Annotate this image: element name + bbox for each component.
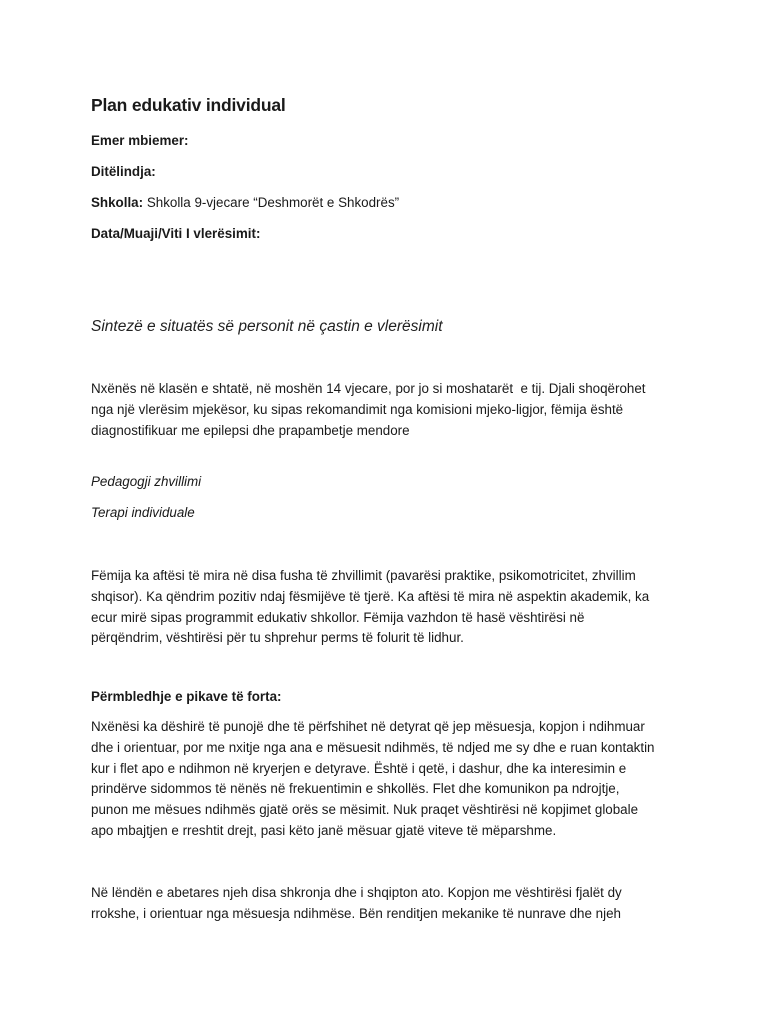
strengths-line: prindërve sidommos të nënës në frekuentimin e shkollës. Flet dhe komunikon pa ndrojtje, bbox=[91, 781, 620, 797]
italic-item-individual-therapy: Terapi individuale bbox=[91, 505, 195, 520]
strengths-line: dhe i orientuar, por me nxitje nga ana e mësuesit ndihmës, të ndjed me sy dhe e ruan kontaktin bbox=[91, 739, 655, 755]
strengths-paragraph bbox=[91, 717, 681, 842]
field-birthdate bbox=[91, 164, 156, 179]
field-school-label: Shkolla: bbox=[91, 195, 144, 210]
abilities-paragraph bbox=[91, 566, 681, 649]
italic-item-development-pedagogy: Pedagogji zhvillimi bbox=[91, 474, 202, 489]
intro-line: diagnostifikuar me epilepsi dhe prapambetje mendore bbox=[91, 422, 410, 438]
strengths-line: kur i flet apo e ndihmon në kryerjen e detyrave. Është i qetë, i dashur, dhe ka interesimin e bbox=[91, 760, 627, 776]
field-birthdate-label: Ditëlindja: bbox=[91, 164, 156, 179]
abilities-line: përqëndrim, vështirësi për tu shprehur perms të folurit të lidhur. bbox=[91, 630, 464, 646]
strengths-line: apo mbajtjen e rreshtit drejt, pasi këto janë mësuar gjatë viteve të mëparshme. bbox=[91, 822, 557, 838]
abetare-line: Në lëndën e abetares njeh disa shkronja dhe i shqipton ato. Kopjon me vështirësi fjalët dy bbox=[91, 885, 622, 900]
field-name bbox=[91, 133, 189, 148]
abilities-line: shqisor). Ka qëndrim pozitiv ndaj fësmijëve të tjerë. Ka aftësi të mira në aspektin akademik, ka bbox=[91, 588, 650, 604]
abilities-line: Fëmija ka aftësi të mira në disa fusha të zhvillimit (pavarësi praktike, psikomotricitet, zhvillim bbox=[91, 568, 636, 583]
strengths-line: Nxënësi ka dëshirë të punojë dhe të përfshihet në detyrat që jep mësuesja, kopjon i ndihmuar bbox=[91, 719, 645, 734]
intro-line: Nxënës në klasën e shtatë, në moshën 14 vjecare, por jo si moshatarët e tij. Djali shoqërohet bbox=[91, 381, 646, 396]
field-school bbox=[91, 195, 399, 210]
intro-paragraph bbox=[91, 379, 681, 441]
abilities-line: ecur mirë sipas programmit edukativ shkollor. Fëmija vazhdon të hasë vështirësi në bbox=[91, 609, 585, 625]
field-name-label: Emer mbiemer: bbox=[91, 133, 189, 148]
strengths-heading: Përmbledhje e pikave të forta: bbox=[91, 689, 282, 704]
field-assessment-date bbox=[91, 226, 260, 241]
abetare-paragraph bbox=[91, 883, 681, 925]
abetare-line: rrokshe, i orientuar nga mësuesja ndihmëse. Bën renditjen mekanike të nunrave dhe njeh bbox=[91, 905, 621, 921]
field-school-value: Shkolla 9-vjecare “Deshmorët e Shkodrës” bbox=[143, 195, 400, 210]
intro-line: nga një vlerësim mjekësor, ku sipas rekomandimit nga komisioni mjeko-ligjor, fëmija është bbox=[91, 401, 624, 417]
section-subtitle: Sintezë e situatës së personit në çastin e vlerësimit bbox=[91, 318, 443, 335]
strengths-line: punon me mësues ndihmës gjatë orës se mësimit. Nuk praqet vështirësi në kopjimet globale bbox=[91, 802, 639, 818]
document-title: Plan edukativ individual bbox=[91, 95, 286, 115]
field-assessment-date-label: Data/Muaji/Viti I vlerësimit: bbox=[91, 226, 261, 241]
